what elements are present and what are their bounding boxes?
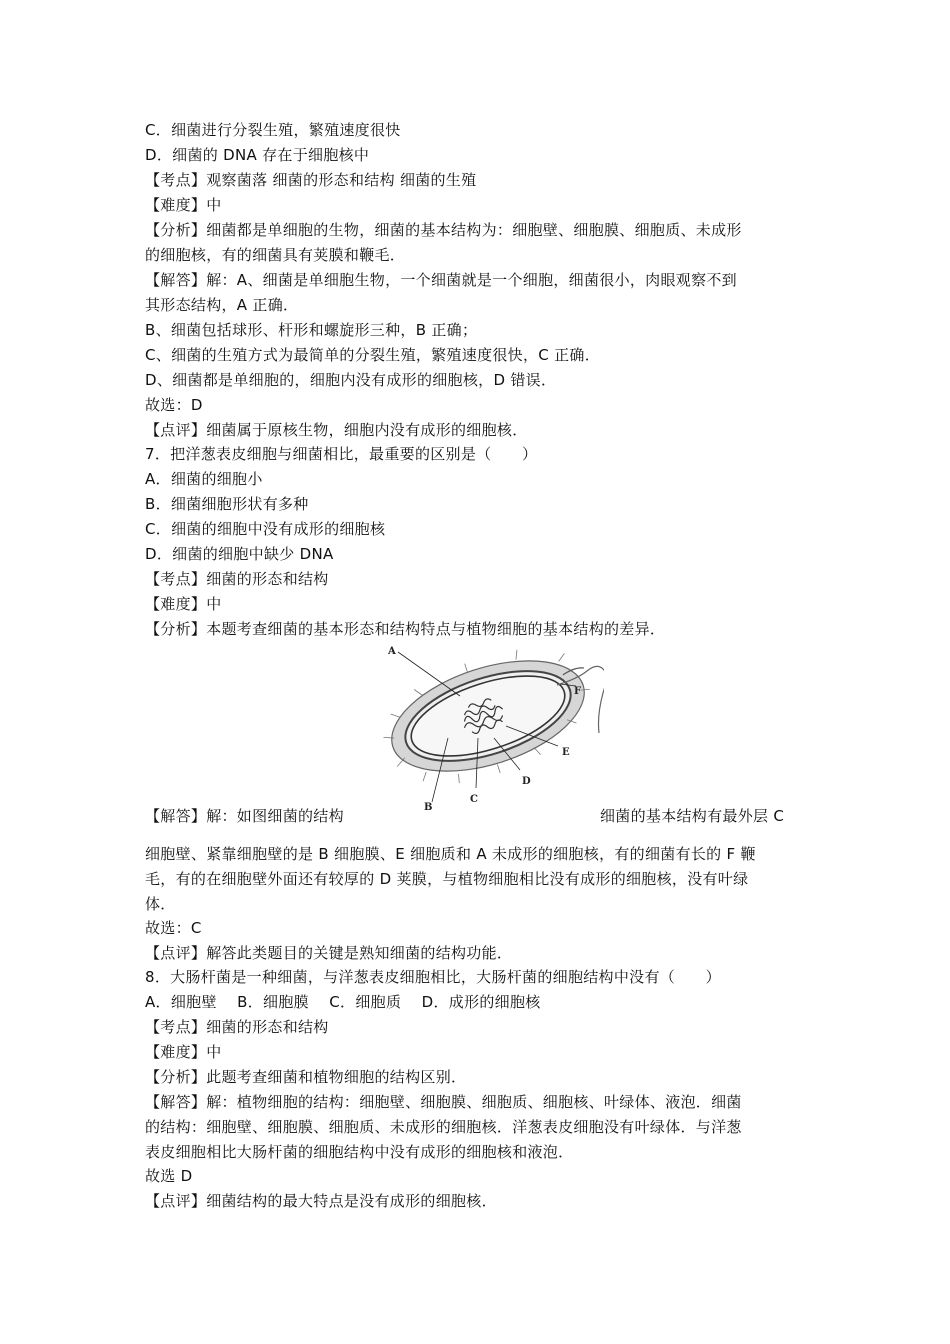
text-line: D．细菌的细胞中缺少 DNA	[145, 545, 334, 563]
text-line: 毛，有的在细胞壁外面还有较厚的 D 荚膜，与植物细胞相比没有成形的细胞核，没有叶绿	[145, 870, 749, 888]
text-line: 【点评】解答此类题目的关键是熟知细菌的结构功能．	[145, 944, 513, 962]
text-line: D、细菌都是单细胞的，细胞内没有成形的细胞核，D 错误．	[145, 371, 557, 389]
text-line: A．细胞壁 B．细胞膜 C．细胞质 D．成形的细胞核	[145, 993, 541, 1011]
text-line: 的结构：细胞壁、细胞膜、细胞质、未成形的细胞核．洋葱表皮细胞没有叶绿体．与洋葱	[145, 1118, 742, 1136]
text-line: 【考点】观察菌落 细菌的形态和结构 细菌的生殖	[145, 171, 477, 189]
text-line: 【难度】中	[145, 1043, 222, 1061]
text-line: 【分析】此题考查细菌和植物细胞的结构区别．	[145, 1068, 467, 1086]
label-E: E	[562, 747, 570, 758]
text-line: B、细菌包括球形、杆形和螺旋形三种，B 正确；	[145, 321, 478, 339]
label-A: A	[388, 646, 396, 657]
text-line: A．细菌的细胞小	[145, 470, 263, 488]
label-D: D	[522, 776, 531, 787]
text-line: 故选：D	[145, 396, 203, 414]
text-line: 故选：C	[145, 919, 202, 937]
text-line: 【考点】细菌的形态和结构	[145, 1018, 329, 1036]
label-C: C	[470, 794, 478, 805]
text-line: 【考点】细菌的形态和结构	[145, 570, 329, 588]
text-line: C．细菌进行分裂生殖，繁殖速度很快	[145, 121, 401, 139]
text-line: 【解答】解：A、细菌是单细胞生物，一个细菌就是一个细胞，细菌很小，肉眼观察不到	[145, 271, 737, 289]
text-line: 【解答】解：植物细胞的结构：细胞壁、细胞膜、细胞质、细胞核、叶绿体、液泡．细菌	[145, 1093, 742, 1111]
answer-line-right: 细菌的基本结构有最外层 C	[600, 807, 785, 825]
label-F: F	[574, 686, 582, 697]
text-line: 其形态结构，A 正确．	[145, 296, 299, 314]
text-line: C、细菌的生殖方式为最简单的分裂生殖，繁殖速度很快，C 正确．	[145, 346, 601, 364]
text-line: 7．把洋葱表皮细胞与细菌相比，最重要的区别是（ ）	[145, 445, 538, 463]
text-line: 的细胞核，有的细菌具有荚膜和鞭毛．	[145, 246, 406, 264]
text-line: B．细菌细胞形状有多种	[145, 495, 309, 513]
text-line: 体．	[145, 895, 176, 913]
text-line: 表皮细胞相比大肠杆菌的细胞结构中没有成形的细胞核和液泡．	[145, 1143, 574, 1161]
text-line: 【分析】细菌都是单细胞的生物，细菌的基本结构为：细胞壁、细胞膜、细胞质、未成形	[145, 221, 742, 239]
text-line: 细胞壁、紧靠细胞壁的是 B 细胞膜、E 细胞质和 A 未成形的细胞核，有的细菌有长的 F 鞭	[145, 845, 756, 863]
text-line: C．细菌的细胞中没有成形的细胞核	[145, 520, 386, 538]
answer-line: 【解答】解：如图细菌的结构	[145, 807, 344, 825]
label-B: B	[424, 802, 433, 810]
text-line: 【难度】中	[145, 595, 222, 613]
text-line: 【点评】细菌结构的最大特点是没有成形的细胞核．	[145, 1192, 497, 1210]
text-line: 8．大肠杆菌是一种细菌，与洋葱表皮细胞相比，大肠杆菌的细胞结构中没有（ ）	[145, 968, 721, 986]
text-line: D．细菌的 DNA 存在于细胞核中	[145, 146, 370, 164]
text-line: 【分析】本题考查细菌的基本形态和结构特点与植物细胞的基本结构的差异．	[145, 620, 666, 638]
text-line: 【难度】中	[145, 196, 222, 214]
text-line: 【点评】细菌属于原核生物，细胞内没有成形的细胞核．	[145, 421, 528, 439]
bacterium-diagram	[372, 638, 604, 810]
text-line: 故选 D	[145, 1167, 193, 1185]
